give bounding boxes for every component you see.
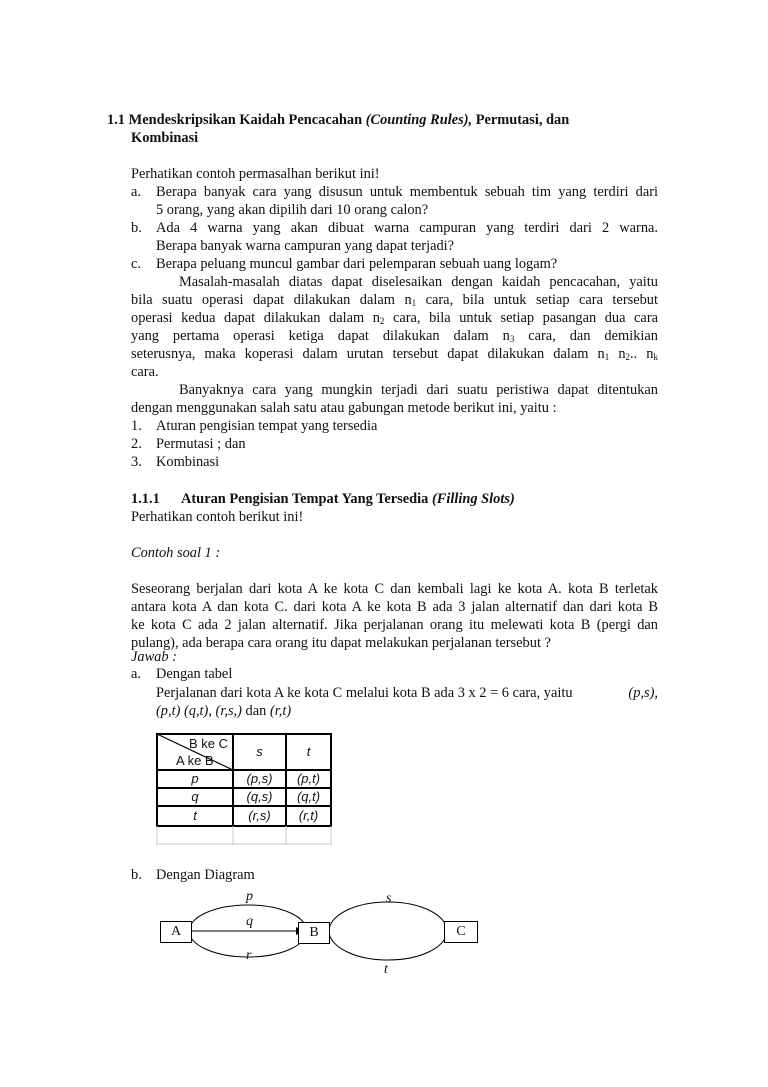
- method-marker: 3.: [131, 454, 142, 470]
- method-item: Aturan pengisian tempat yang tersedia: [156, 418, 378, 434]
- paragraph1-line5: seterusnya, maka koperasi dalam urutan tersebut dapat dilakukan dalam $n_1$ $n_2$.. $n_k$: [131, 346, 658, 362]
- paragraph1-line2: bila suatu operasi dapat dilakukan dalam $n_1$ cara, bila untuk setiap cara tersebut: [131, 292, 658, 308]
- method-marker: 2.: [131, 436, 142, 452]
- section-number: 1.1: [107, 112, 125, 128]
- table-col-header: s: [256, 744, 263, 759]
- table-col-header: t: [306, 744, 311, 759]
- paragraph2-line1: Banyaknya cara yang mungkin terjadi dari suatu peristiwa dapat ditentukan: [179, 382, 658, 398]
- question-marker: b.: [131, 220, 142, 236]
- question-b-line1: Ada 4 warna yang akan dibuat warna campuran yang terdiri dari 2 warna.: [156, 220, 658, 236]
- problem-line4: pulang), ada berapa cara orang itu dapat melakukan perjalanan tersebut ?: [131, 635, 551, 651]
- question-marker: c.: [131, 256, 141, 272]
- table-row-label: q: [191, 789, 199, 804]
- question-marker: a.: [131, 184, 141, 200]
- method-item: Kombinasi: [156, 454, 220, 470]
- paragraph1-line6: cara.: [131, 364, 159, 380]
- table-cell: (q,t): [296, 789, 321, 804]
- table-row-label: p: [191, 771, 199, 786]
- table-cell: (p,t): [296, 771, 321, 786]
- problem-line1: Seseorang berjalan dari kota A ke kota C dan kembali lagi ke kota A. kota B terletak: [131, 581, 658, 597]
- paragraph1-line4: yang pertama operasi ketiga dapat dilakukan dalam $n_3$ cara, dan demikian: [131, 328, 658, 344]
- intro-text: Perhatikan contoh permasalhan berikut ini!: [131, 166, 380, 182]
- section-title-line2: Kombinasi: [131, 130, 199, 146]
- routes-table: [156, 733, 332, 845]
- answer-label: Jawab :: [131, 649, 177, 665]
- section-title: Mendeskripsikan Kaidah Pencacahan: [128, 112, 363, 128]
- node-b: B: [298, 922, 330, 944]
- method-item: Permutasi ; dan: [156, 436, 246, 452]
- method-a-line2: (p,t) (q,t), (r,s,) dan (r,t): [156, 703, 292, 719]
- method-a-title: Dengan tabel: [156, 666, 233, 682]
- table-corner-bottom: A ke B: [176, 753, 214, 768]
- table-cell: (r,s): [248, 808, 271, 823]
- route-ellipse-bc: [329, 902, 447, 960]
- table-cell: (r,t): [298, 808, 319, 823]
- table-corner-top: B ke C: [189, 736, 229, 751]
- problem-line3: ke kota C ada 2 jalan alternatif. Jika perjalanan orang itu melewati kota B (pergi dan: [131, 617, 658, 633]
- question-a-line1: Berapa banyak cara yang disusun untuk membentuk sebuah tim yang terdiri dari: [156, 184, 658, 200]
- subsection-intro: Perhatikan contoh berikut ini!: [131, 509, 304, 525]
- question-b-line2: Berapa banyak warna campuran yang dapat terjadi?: [156, 238, 455, 254]
- paragraph2-line2: dengan menggunakan salah satu atau gabungan metode berikut ini, yaitu :: [131, 400, 557, 416]
- method-b-title: Dengan Diagram: [156, 867, 255, 883]
- method-a-line1: Perjalanan dari kota A ke kota C melalui kota B ada 3 x 2 = 6 cara, yaitu (p,s),: [156, 685, 658, 701]
- route-label-s: s: [386, 891, 392, 906]
- question-a-line2: 5 orang, yang akan dipilih dari 10 orang calon?: [156, 202, 429, 218]
- subsection-number: 1.1.1: [131, 491, 160, 507]
- route-label-q: q: [246, 914, 253, 929]
- route-label-t: t: [384, 962, 388, 977]
- problem-line2: antara kota A dan kota C. dari kota A ke kota B ada 3 jalan alternatif dan dari kota B: [131, 599, 658, 615]
- table-cell: (p,s): [246, 771, 273, 786]
- table-row-label: t: [193, 808, 197, 823]
- route-label-p: p: [246, 889, 253, 904]
- paragraph1-line3: operasi kedua dapat dilakukan dalam $n_2$ cara, bila untuk setiap pasangan dua cara: [131, 310, 658, 326]
- route-label-r: r: [246, 948, 252, 963]
- method-a-marker: a.: [131, 666, 141, 682]
- paragraph1-line1: Masalah-masalah diatas dapat diselesaikan dengan kaidah pencacahan, yaitu: [179, 274, 658, 290]
- section-heading: [107, 111, 569, 129]
- method-marker: 1.: [131, 418, 142, 434]
- subsection-title: Aturan Pengisian Tempat Yang Tersedia (Filling Slots): [181, 491, 515, 507]
- section-title-italic: (Counting Rules),: [365, 112, 473, 128]
- example-label: Contoh soal 1 :: [131, 545, 221, 561]
- question-c-line1: Berapa peluang muncul gambar dari pelemparan sebuah uang logam?: [156, 256, 558, 272]
- method-b-marker: b.: [131, 867, 142, 883]
- table-cell: (q,s): [246, 789, 273, 804]
- section-title-tail: Permutasi, dan: [475, 112, 570, 128]
- node-c: C: [444, 921, 478, 943]
- node-a: A: [160, 921, 192, 943]
